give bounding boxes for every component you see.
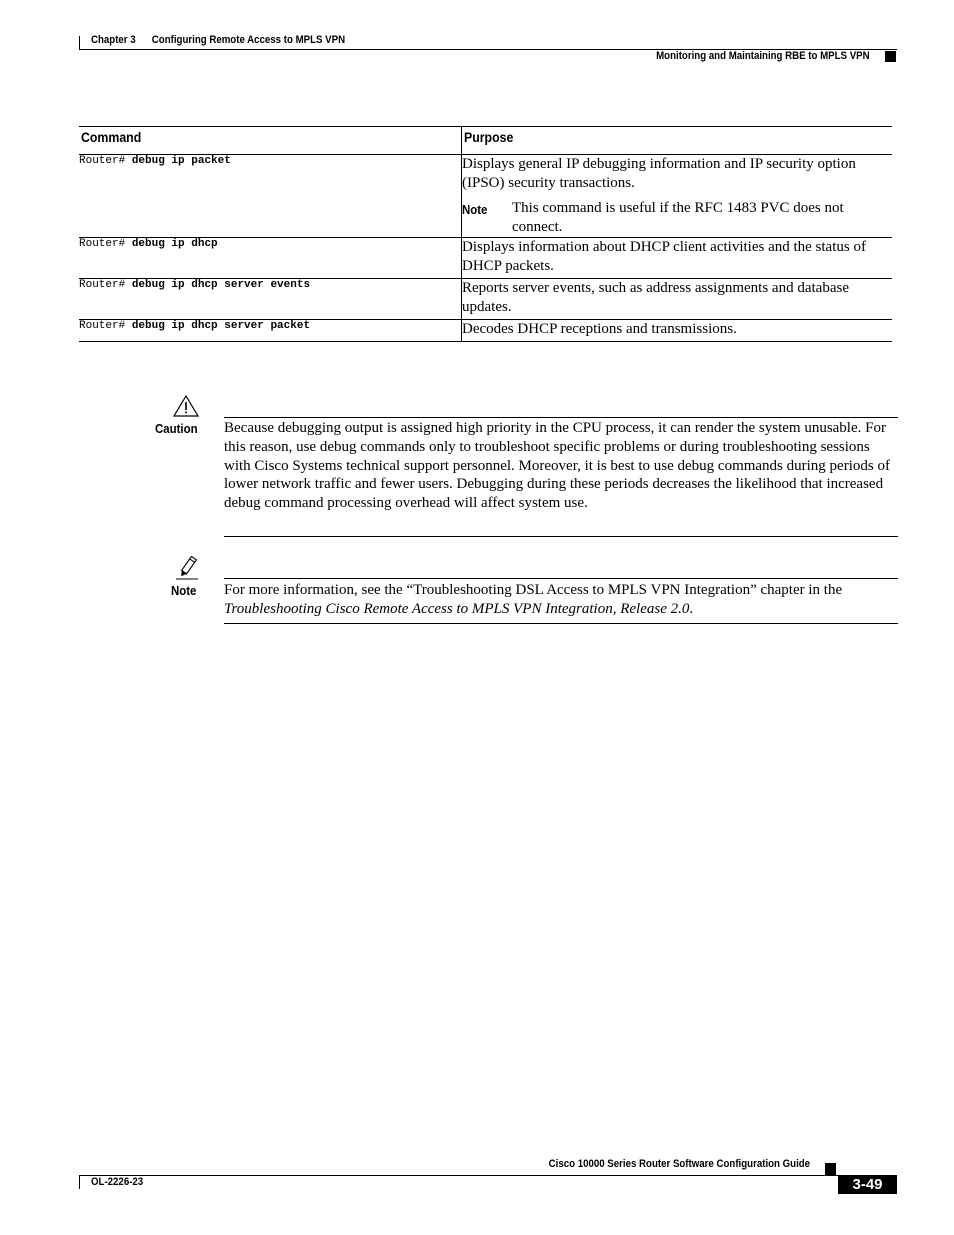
inline-note-text: This command is useful if the RFC 1483 PVC does not connect. [512, 200, 844, 235]
footer-rule [79, 1175, 897, 1176]
note-label: Note [171, 583, 197, 598]
column-header-command: Command [79, 127, 462, 155]
inline-note [462, 199, 892, 237]
footer-left-bar [79, 1175, 80, 1189]
purpose-text: Displays general IP debugging information and IP security option (IPSO) security transactions. [462, 156, 856, 191]
command-table [79, 126, 892, 342]
caution-text: Because debugging output is assigned high priority in the CPU process, it can render the system unusable. For this reason, use debug commands only to troubleshoot specific problems or during troubleshooting sessions with Cisco Systems technical support personnel. Moreover, it is best to use debug commands during periods of lower network traffic and fewer users. Debugging during these periods decreases the likelihood that increased debug command processing overhead will affect system use. [224, 420, 890, 512]
command-cell: Router# debug ip dhcp [79, 238, 462, 279]
column-header-purpose: Purpose [462, 127, 893, 155]
purpose-cell: Decodes DHCP receptions and transmissions. [462, 320, 893, 342]
warning-triangle-icon [173, 395, 199, 417]
footer-doc-number: OL-2226-23 [91, 1176, 144, 1188]
purpose-cell: Displays information about DHCP client activities and the status of DHCP packets. [462, 238, 893, 279]
page-number: 3-49 [838, 1175, 897, 1194]
caution-label: Caution [155, 421, 198, 436]
table-row [79, 155, 892, 238]
header-black-block [885, 51, 896, 62]
caution-bottom-rule [224, 536, 898, 537]
table-row [79, 320, 892, 342]
pencil-icon [174, 556, 200, 580]
table-row [79, 238, 892, 279]
footer-guide-title: Cisco 10000 Series Router Software Configuration Guide [548, 1158, 810, 1170]
note-bottom-rule [224, 623, 898, 624]
note-text: For more information, see the “Troubleshooting DSL Access to MPLS VPN Integration” chapter in the Troubleshooting Cisco Remote Access to MPLS VPN Integration, Release 2.0. [224, 582, 843, 617]
running-header-section: Monitoring and Maintaining RBE to MPLS VPN [656, 50, 870, 62]
purpose-cell: Reports server events, such as address assignments and database updates. [462, 279, 893, 320]
command-cell: Router# debug ip packet [79, 155, 462, 238]
caution-top-rule [224, 417, 898, 418]
command-cell: Router# debug ip dhcp server packet [79, 320, 462, 342]
table-row [79, 279, 892, 320]
table-header-row [79, 127, 892, 155]
inline-note-label: Note [462, 202, 488, 217]
purpose-cell [462, 155, 893, 238]
header-left-bar [79, 36, 80, 50]
note-top-rule [224, 578, 898, 579]
footer-black-block [825, 1163, 836, 1175]
running-header-chapter: Chapter 3 Configuring Remote Access to MPLS VPN [91, 34, 346, 46]
command-cell: Router# debug ip dhcp server events [79, 279, 462, 320]
referenced-guide-title: Troubleshooting Cisco Remote Access to MPLS VPN Integration, Release 2.0 [224, 600, 690, 617]
